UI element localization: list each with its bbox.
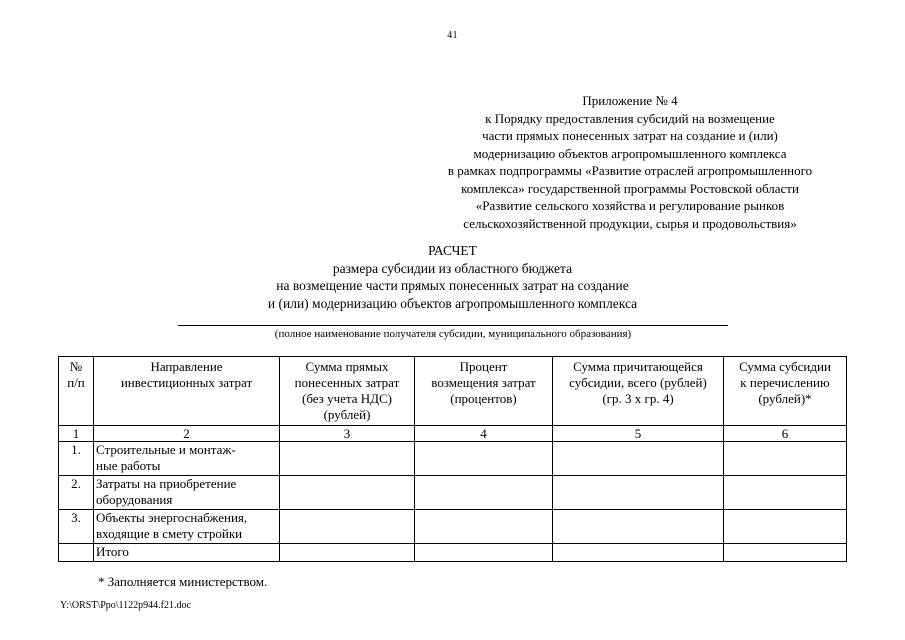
cell-direct-costs xyxy=(280,544,415,562)
table-row xyxy=(59,476,847,510)
file-path: Y:\ORST\Ppo\1122p944.f21.doc xyxy=(60,600,191,611)
calculation-header xyxy=(0,242,905,312)
cell-subsidy-transfer xyxy=(724,544,847,562)
cell-subsidy-transfer xyxy=(724,476,847,510)
cell-subsidy-total xyxy=(553,442,724,476)
table-row xyxy=(59,442,847,476)
appendix-line: комплекса» государственной программы Ростовской области xyxy=(461,180,799,196)
appendix-line: к Порядку предоставления субсидий на возмещение xyxy=(485,110,775,126)
header-cell-direction: Направление инвестиционных затрат xyxy=(94,357,280,426)
row-index xyxy=(59,544,94,562)
calculation-subtitle-line: на возмещение части прямых понесенных затрат на создание xyxy=(276,278,629,293)
cell-percent xyxy=(415,476,553,510)
row-name: Затраты на приобретение оборудования xyxy=(94,476,280,510)
row-index: 2. xyxy=(59,476,94,510)
column-number: 4 xyxy=(415,426,553,442)
table-header-row xyxy=(59,357,847,426)
cell-direct-costs xyxy=(280,476,415,510)
cell-subsidy-total xyxy=(553,476,724,510)
row-index: 3. xyxy=(59,510,94,544)
cell-subsidy-transfer xyxy=(724,442,847,476)
header-cell-index: № п/п xyxy=(59,357,94,426)
header-cell-percent: Процент возмещения затрат (процентов) xyxy=(415,357,553,426)
cell-percent xyxy=(415,510,553,544)
header-cell-subsidy-total: Сумма причитающейся субсидии, всего (рублей) (гр. 3 х гр. 4) xyxy=(553,357,724,426)
cell-subsidy-total xyxy=(553,544,724,562)
recipient-caption: (полное наименование получателя субсидии, муниципального образования) xyxy=(274,328,632,340)
appendix-line: в рамках подпрограммы «Развитие отраслей агропромышленного xyxy=(447,163,813,178)
cell-percent xyxy=(415,442,553,476)
row-name: Строительные и монтаж- ные работы xyxy=(94,442,280,476)
total-row xyxy=(59,544,847,562)
table-row xyxy=(59,510,847,544)
header-cell-subsidy-transfer: Сумма субсидии к перечислению (рублей)* xyxy=(724,357,847,426)
column-number: 3 xyxy=(280,426,415,442)
cell-subsidy-total xyxy=(553,510,724,544)
column-number: 1 xyxy=(59,426,94,442)
row-index: 1. xyxy=(59,442,94,476)
recipient-blank-line xyxy=(178,325,728,326)
calculation-title: РАСЧЕТ xyxy=(428,243,477,258)
appendix-block xyxy=(400,92,860,232)
column-number: 5 xyxy=(553,426,724,442)
appendix-line: «Развитие сельского хозяйства и регулирование рынков xyxy=(475,198,785,213)
row-name: Объекты энергоснабжения, входящие в смету стройки xyxy=(94,510,280,544)
appendix-line: части прямых понесенных затрат на создание и (или) xyxy=(482,128,778,143)
appendix-title: Приложение № 4 xyxy=(582,93,678,108)
appendix-line: сельскохозяйственной продукции, сырья и продовольствия» xyxy=(463,215,797,231)
column-number: 6 xyxy=(724,426,847,442)
calculation-subtitle-line: и (или) модернизацию объектов агропромышленного комплекса xyxy=(267,295,638,311)
column-number-row xyxy=(59,426,847,442)
appendix-line: модернизацию объектов агропромышленного комплекса xyxy=(473,145,787,161)
column-number: 2 xyxy=(94,426,280,442)
footnote: * Заполняется министерством. xyxy=(98,574,268,589)
calculation-subtitle-line: размера субсидии из областного бюджета xyxy=(332,260,573,276)
cell-direct-costs xyxy=(280,510,415,544)
calculation-table xyxy=(58,356,847,562)
cell-percent xyxy=(415,544,553,562)
cell-direct-costs xyxy=(280,442,415,476)
cell-subsidy-transfer xyxy=(724,510,847,544)
row-name-total: Итого xyxy=(94,544,280,562)
page-number: 41 xyxy=(447,30,458,41)
header-cell-direct-costs: Сумма прямых понесенных затрат (без учета НДС) (рублей) xyxy=(280,357,415,426)
